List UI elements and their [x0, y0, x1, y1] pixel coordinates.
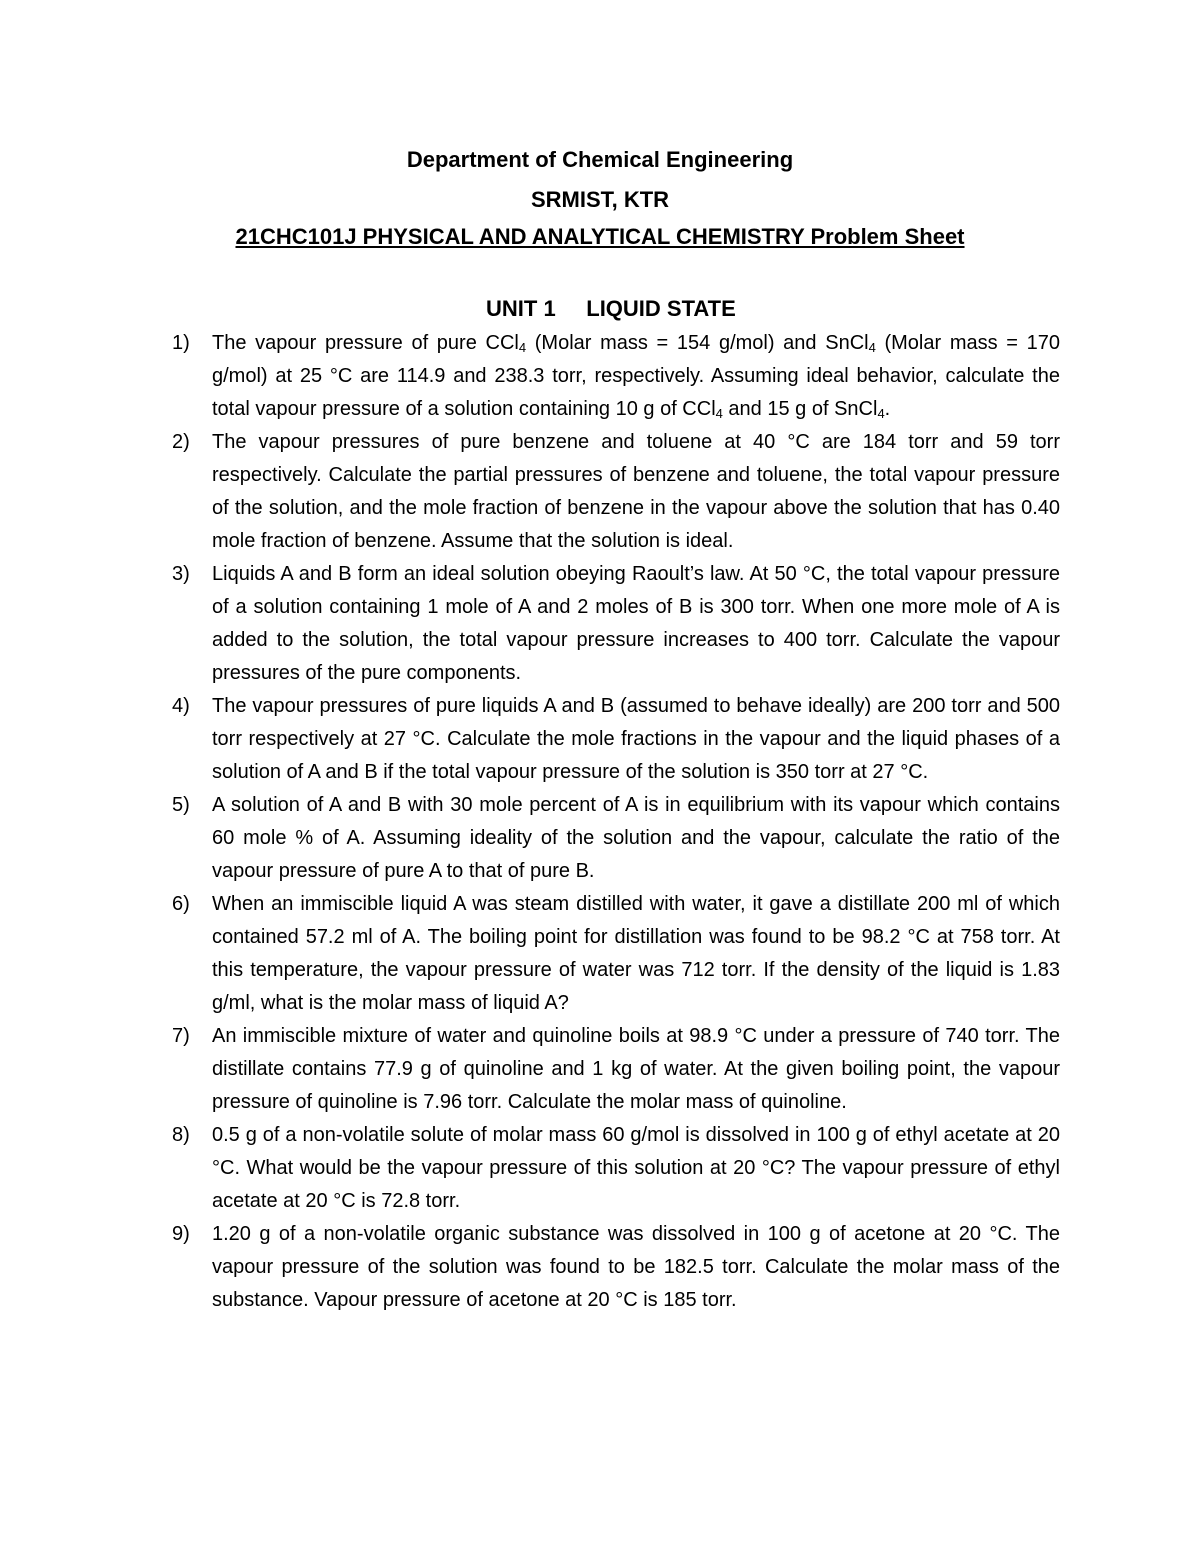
problem-text: The vapour pressures of pure liquids A and B (assumed to behave ideally) are 200 torr and 500 torr respectively at 27 °C. Calculate the mole fractions in the vapour and the liquid phases of a solution of A and B if the total vapour pressure of the solution is 350 torr at 27 °C. [212, 695, 1060, 783]
problem-text: Liquids A and B form an ideal solution obeying Raoult’s law. At 50 °C, the total vapour pressure of a solution containing 1 mole of A and 2 moles of B is 300 torr. When one more mole of A is added to the solution, the total vapour pressure increases to 400 torr. Calculate the vapour pressures of the pure components. [212, 563, 1060, 684]
problem-item [172, 1119, 1060, 1218]
course-title-text: 21CHC101J PHYSICAL AND ANALYTICAL CHEMISTRY Problem Sheet [235, 224, 965, 249]
problem-text-part: The vapour pressure of pure CCl [212, 332, 519, 354]
unit-heading [486, 295, 736, 323]
subscript: 4 [868, 340, 876, 355]
problem-item [172, 327, 1060, 426]
problem-text: A solution of A and B with 30 mole percent of A is in equilibrium with its vapour which contains 60 mole % of A. Assuming ideality of the solution and the vapour, calculate the ratio of the vapour pressure of pure A to that of pure B. [212, 794, 1060, 882]
problem-item [172, 426, 1060, 558]
problem-text-part: and 15 g of SnCl [722, 398, 878, 420]
problem-number: 4) [172, 695, 190, 717]
problem-number: 9) [172, 1223, 190, 1245]
problem-text: 1.20 g of a non-volatile organic substance was dissolved in 100 g of acetone at 20 °C. The vapour pressure of the solution was found to be 182.5 torr. Calculate the molar mass of the substance. Vapour pressure of acetone at 20 °C is 185 torr. [212, 1223, 1060, 1311]
problem-item [172, 888, 1060, 1020]
problem-text: 0.5 g of a non-volatile solute of molar mass 60 g/mol is dissolved in 100 g of ethyl acetate at 20 °C. What would be the vapour pressure of this solution at 20 °C? The vapour pressure of ethyl acetate at 20 °C is 72.8 torr. [212, 1124, 1060, 1212]
problem-number: 5) [172, 794, 190, 816]
problem-text: An immiscible mixture of water and quinoline boils at 98.9 °C under a pressure of 740 torr. The distillate contains 77.9 g of quinoline and 1 kg of water. At the given boiling point, the vapour pressure of quinoline is 7.96 torr. Calculate the molar mass of quinoline. [212, 1025, 1060, 1113]
problem-text [212, 332, 1060, 420]
problem-text-part: (Molar mass = 170 g/mol) at 25 °C are 114.9 and 238.3 torr, respectively. Assuming ideal behavior, calculate the total vapour pressure of a solution containing 10 g of CCl [212, 332, 1061, 420]
problem-item [172, 789, 1060, 888]
department-heading: Department of Chemical Engineering [406, 147, 794, 172]
subscript: 4 [715, 406, 723, 421]
problem-text-part: . [884, 398, 891, 420]
problem-item [172, 558, 1060, 690]
problem-text: When an immiscible liquid A was steam distilled with water, it gave a distillate 200 ml of which contained 57.2 ml of A. The boiling point for distillation was found to be 98.2 °C at 758 torr. At this temperature, the vapour pressure of water was 712 torr. If the density of the liquid is 1.83 g/ml, what is the molar mass of liquid A? [212, 893, 1060, 1014]
problem-item [172, 690, 1060, 789]
problem-item [172, 1218, 1060, 1317]
subscript: 4 [518, 340, 527, 355]
course-title [0, 223, 1200, 251]
problem-number: 7) [172, 1025, 190, 1047]
problem-number: 3) [172, 563, 190, 585]
problem-number: 8) [172, 1124, 190, 1146]
problem-number: 1) [172, 332, 190, 354]
institution-heading: SRMIST, KTR [530, 187, 670, 212]
problem-item [172, 1020, 1060, 1119]
problem-list [172, 327, 1060, 1317]
subscript: 4 [877, 406, 885, 421]
problem-text-part: (Molar mass = 154 g/mol) and SnCl [526, 332, 869, 354]
unit-title: LIQUID STATE [586, 296, 736, 321]
problem-number: 2) [172, 431, 190, 453]
problem-number: 6) [172, 893, 190, 915]
problem-text: The vapour pressures of pure benzene and toluene at 40 °C are 184 torr and 59 torr respectively. Calculate the partial pressures of benzene and toluene, the total vapour pressure of the solution, and the mole fraction of benzene in the vapour above the solution that has 0.40 mole fraction of benzene. Assume that the solution is ideal. [212, 431, 1060, 552]
unit-number: UNIT 1 [486, 296, 556, 321]
